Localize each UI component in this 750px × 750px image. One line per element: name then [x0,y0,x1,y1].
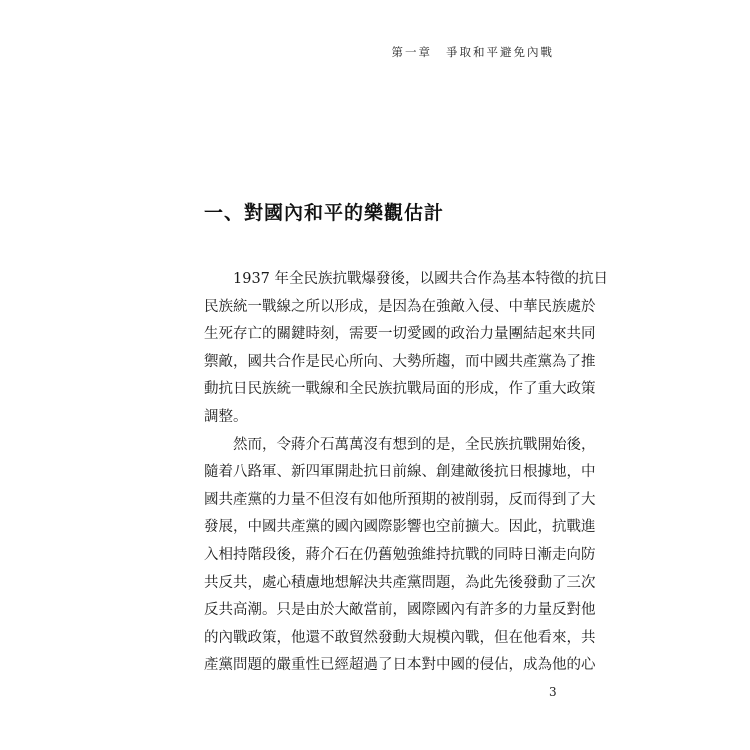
text-line: 1937 年全民族抗戰爆發後，以國共合作為基本特徵的抗日 [233,271,609,287]
text-line: 民族統一戰線之所以形成，是因為在強敵入侵、中華民族處於 [204,298,596,315]
text-line: 國共產黨的力量不但沒有如他所預期的被削弱，反而得到了大 [204,491,596,508]
chapter-label: 第一章 [391,45,432,59]
paragraph-2 [204,432,596,680]
body-text [204,266,609,680]
paragraph-1 [204,266,609,432]
text-line: 反共高潮。只是由於大敵當前，國際國內有許多的力量反對他 [204,602,596,619]
text-line: 的內戰政策，他還不敢貿然發動大規模內戰，但在他看來，共 [204,629,596,646]
chapter-title: 爭取和平避免內戰 [446,45,554,59]
text-line: 產黨問題的嚴重性已經超過了日本對中國的侵佔，成為他的心 [204,657,596,674]
text-line: 動抗日民族統一戰線和全民族抗戰局面的形成，作了重大政策 [204,381,596,398]
text-line: 生死存亡的關鍵時刻，需要一切愛國的政治力量團結起來共同 [204,326,596,343]
text-line: 然而，令蔣介石萬萬沒有想到的是，全民族抗戰開始後， [233,436,596,453]
text-line: 調整。 [204,408,248,425]
text-line: 隨着八路軍、新四軍開赴抗日前線、創建敵後抗日根據地，中 [204,464,596,481]
text-line: 發展，中國共產黨的國內國際影響也空前擴大。因此，抗戰進 [204,519,596,536]
page-number: 3 [549,685,557,699]
section-title: 一、對國內和平的樂觀估計 [204,202,445,224]
text-line: 共反共，處心積慮地想解決共產黨問題，為此先後發動了三次 [204,574,596,591]
running-header [392,44,555,60]
text-line: 禦敵，國共合作是民心所向、大勢所趨，而中國共產黨為了推 [204,353,596,370]
text-line: 入相持階段後，蔣介石在仍舊勉強維持抗戰的同時日漸走向防 [204,546,596,563]
